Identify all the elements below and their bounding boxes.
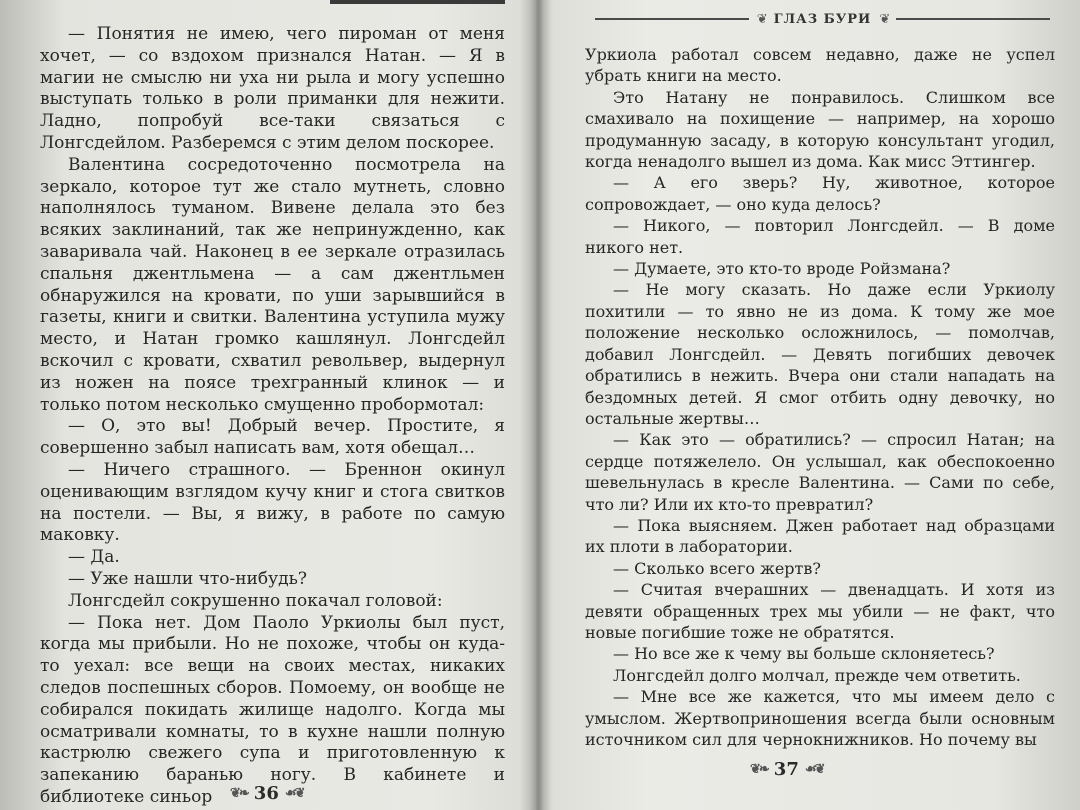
ornament-icon: ❦ (879, 11, 889, 27)
ornament-icon: ❦❧ (750, 762, 768, 777)
paragraph: — Думаете, это кто-то вроде Ройзмана? (613, 259, 951, 279)
paragraph: — Ничего страшного. — Бреннон окинул оценивающим взглядом кучу книг и стога свитков на постели. — Вы, я вижу, в работе по самую маковку. (40, 459, 505, 546)
paragraph: Лонгсдейл долго молчал, прежде чем ответить. (613, 665, 1021, 685)
right-page-text (585, 44, 1055, 750)
paragraph: Это Натану не понравилось. Слишком все смахивало на похищение — например, на хорошо продуманную засаду, в которую консультант угодил, когда ненадолго вышел из дома. Как мисс Эттингер. (585, 87, 1055, 172)
ornament-icon: ❦❧ (230, 786, 248, 801)
ornament-icon: ☙❦ (284, 786, 304, 801)
paragraph: — А его зверь? Ну, животное, которое сопровождает, — оно куда делось? (585, 173, 1055, 214)
paragraph: — Считая вчерашних — двенадцать. И хотя из девяти обращенных трех мы убили — не факт, что новые погибшие тоже не обратятся. (585, 580, 1055, 642)
paragraph: — Да. (68, 547, 120, 568)
paragraph: — Сколько всего жертв? (613, 558, 821, 578)
right-page (545, 0, 1080, 810)
paragraph: — Пока выясняем. Джен работает над образцами их плоти в лаборатории. (585, 515, 1055, 557)
paragraph: — О, это вы! Добрый вечер. Простите, я совершенно забыл написать вам, хотя обещал… (40, 416, 505, 459)
running-header-title: ГЛАЗ БУРИ (773, 11, 872, 27)
page-number-right (750, 759, 823, 780)
header-rule (595, 18, 749, 20)
top-ornament-rule (330, 0, 505, 4)
page-number: 36 (253, 783, 279, 804)
paragraph: — Уже нашли что-нибудь? (68, 568, 307, 589)
paragraph: Валентина сосредоточенно посмотрела на зеркало, которое тут же стало мутнеть, словно наполнялось туманом. Вивене делала это без всяких заклинаний, так же непринужденно, как заваривала чай. Наконец в ее зеркале отразилась спальня джентльмена — а сам джентльмен обнаружился на кровати, по уши зарывшийся в газеты, книги и свитки. Валентина уступила мужу место, и Натан громко кашлянул. Лонгсдейл вскочил с кровати, схватил револьвер, выдернул из ножен на поясе трехгранный клинок — и только потом несколько смущенно пробормотал: (40, 154, 505, 415)
paragraph: Уркиола работал совсем недавно, даже не успел убрать книги на место. (585, 45, 1055, 86)
paragraph: — Никого, — повторил Лонгсдейл. — В доме никого нет. (585, 216, 1055, 257)
left-page (0, 0, 530, 810)
paragraph: — Понятия не имею, чего пироман от меня хочет, — со вздохом признался Натан. — Я в магии не смыслю ни уха ни рыла и могу успешно выступать только в роли приманки для нежити. Ладно, попробуй все-таки связаться с Лонгсдейлом. Разберемся с этим делом поскорее. (40, 24, 505, 153)
paragraph: Лонгсдейл сокрушенно покачал головой: (68, 590, 443, 611)
ornament-icon: ☙❦ (804, 762, 824, 777)
ornament-icon: ❦ (756, 11, 766, 27)
paragraph: — Пока нет. Дом Паоло Уркиолы был пуст, когда мы прибыли. Но не похоже, чтобы он куда-то уехал: все вещи на своих местах, никаких следов поспешных сборов. Помоему, он вообще не собирался покидать жилище надолго. Когда мы осматривали комнаты, то в кухне нашли полную кастрюлю свежего супа и приготовленную к запеканию баранью ногу. В кабинете и библиотеке синьор (40, 612, 505, 807)
page-number: 37 (773, 759, 799, 780)
paragraph: — Мне все же кажется, что мы имеем дело с умыслом. Жертвоприношения всегда были основным источником сил для чернокнижников. Но почему вы (585, 687, 1055, 749)
paragraph: — Но все же к чему вы больше склоняетесь? (613, 644, 995, 664)
running-header (595, 6, 1050, 32)
paragraph: — Как это — обратились? — спросил Натан; на сердце потяжелело. Он услышал, как обеспокоенно шевельнулась в кресле Валентина. — Сами по себе, что ли? Или их кто-то превратил? (585, 430, 1055, 514)
page-number-left (230, 783, 303, 804)
left-page-text (40, 24, 505, 809)
header-rule (896, 18, 1050, 20)
paragraph: — Не могу сказать. Но даже если Уркиолу похитили — то явно не из дома. К тому же мое положение несколько осложнилось, — помолчав, добавил Лонгсдейл. — Девять погибших девочек обратились в нежить. Вчера они стали нападать на бездомных детей. Я смог отбить одну девочку, но остальные жертвы… (585, 280, 1055, 428)
